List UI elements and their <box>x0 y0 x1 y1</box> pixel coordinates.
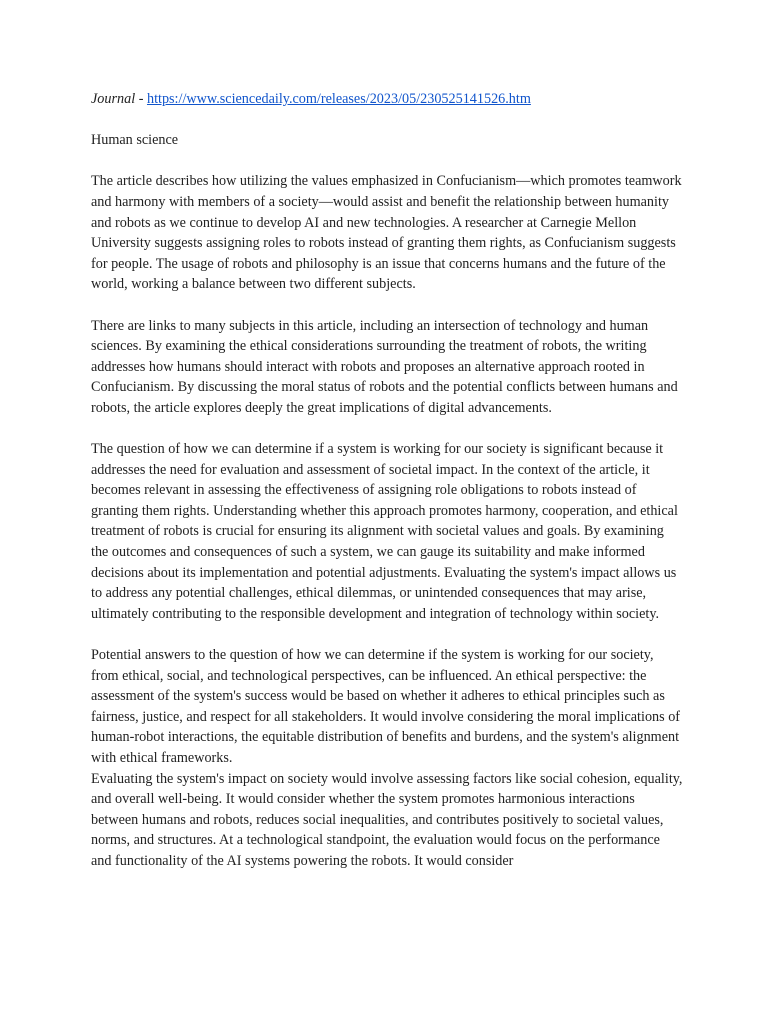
paragraph-answers-ethical: Potential answers to the question of how we can determine if the system is working for our society, from ethical, social, and technological perspectives, can be influenced. An ethical perspective: the assessment of the system's success would be based on whether it adheres to ethical principles such as fairness, justice, and respect for all stakeholders. It would involve considering the moral implications of human-robot interactions, the equitable distribution of benefits and burdens, and the system's alignment with ethical frameworks. <box>91 647 681 766</box>
journal-label: Journal <box>91 91 136 107</box>
journal-link[interactable]: https://www.sciencedaily.com/releases/2023/05/230525141526.htm <box>146 91 531 107</box>
journal-separator: - <box>135 91 147 107</box>
paragraph-links: There are links to many subjects in this article, including an intersection of technology and human sciences. By examining the ethical considerations surrounding the treatment of robots, the writing addresses how humans should interact with robots and proposes an alternative approach rooted in Confucianism. By discussing the moral status of robots and the potential conflicts between humans and robots, the article explores deeply the great implications of digital advancements. <box>91 317 678 416</box>
paragraph-summary: The article describes how utilizing the values emphasized in Confucianism—which promotes teamwork and harmony with members of a society—would assist and benefit the relationship between humanity and robots as we continue to develop AI and new technologies. A researcher at Carnegie Mellon University suggests assigning roles to robots instead of granting them rights, as Confucianism suggests for people. The usage of robots and philosophy is an issue that concerns humans and the future of the world, working a balance between two different subjects. <box>91 173 682 293</box>
paragraph-answers-social: Evaluating the system's impact on society would involve assessing factors like social cohesion, equality, and overall well-being. It would consider whether the system promotes harmonious interactions between humans and robots, reduces social inequalities, and contributes positively to societal values, norms, and structures. At a technological standpoint, the evaluation would focus on the performance and functionality of the AI systems powering the robots. It would consider <box>91 770 683 869</box>
section-heading: Human science <box>91 132 179 149</box>
journal-line <box>91 89 683 110</box>
document-page <box>91 89 683 872</box>
paragraph-question: The question of how we can determine if a system is working for our society is significant because it addresses the need for evaluation and assessment of societal impact. In the context of the article, it becomes relevant in assessing the effectiveness of assigning role obligations to robots instead of granting them rights. Understanding whether this approach promotes harmony, cooperation, and ethical treatment of robots is crucial for ensuring its alignment with societal values and goals. By examining the outcomes and consequences of such a system, we can gauge its suitability and make informed decisions about its implementation and potential adjustments. Evaluating the system's impact allows us to address any potential challenges, ethical dilemmas, or unintended consequences that may arise, ultimately contributing to the responsible development and integration of technology within society. <box>91 441 678 622</box>
